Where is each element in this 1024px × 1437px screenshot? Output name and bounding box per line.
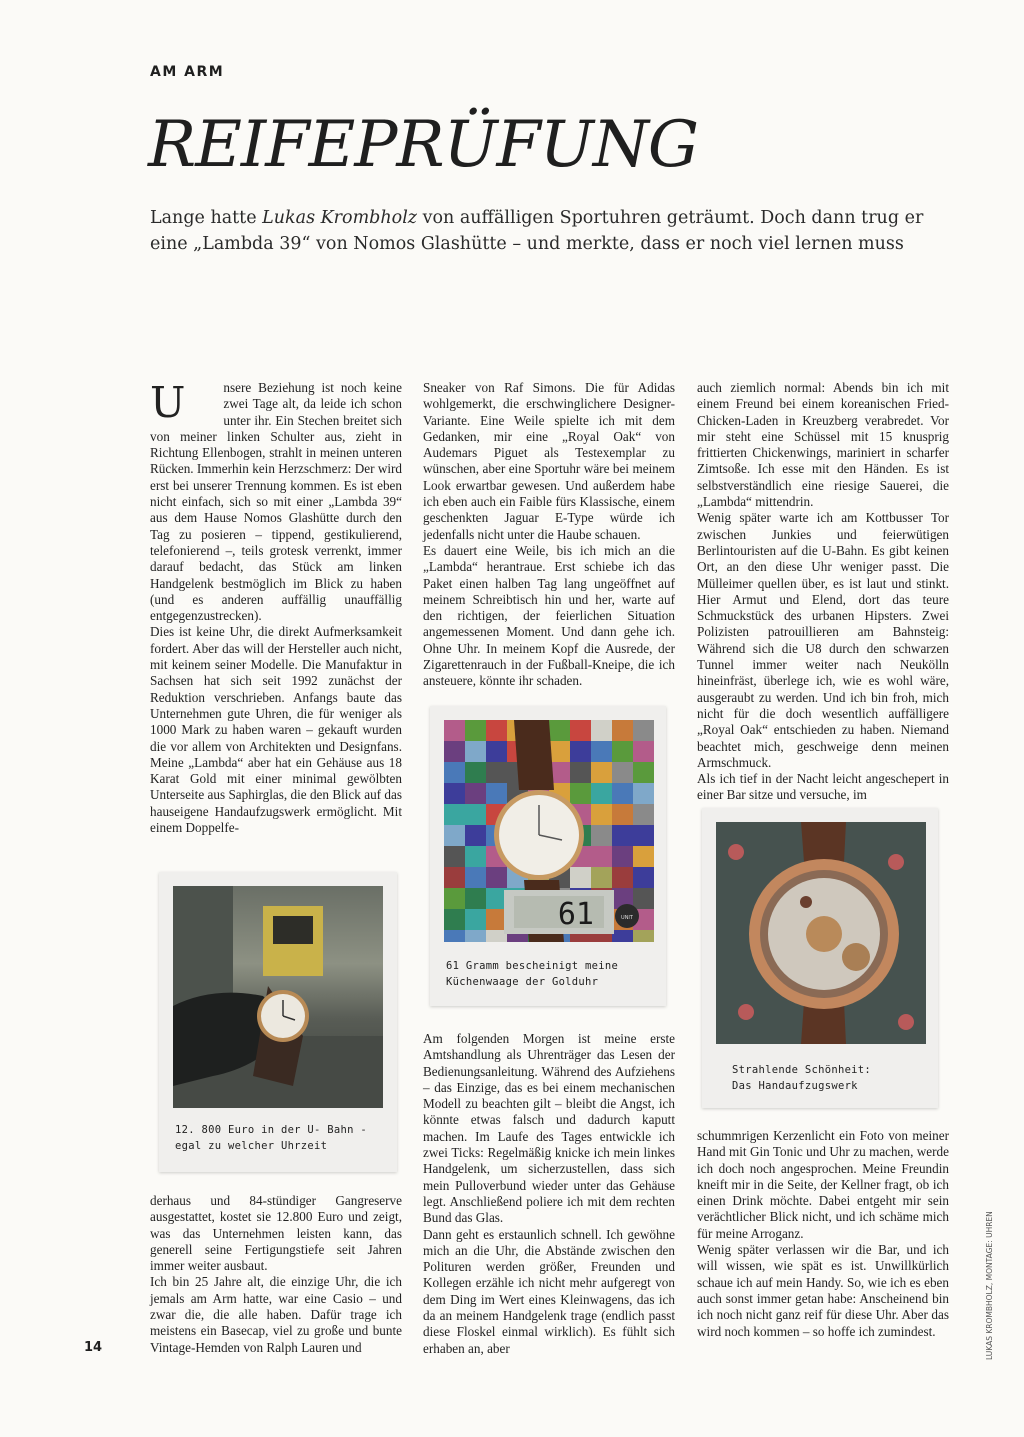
scale-unit-button-label: UNIT (621, 915, 633, 921)
column-3-top (697, 380, 949, 804)
page-title: REIFEPRÜFUNG (148, 108, 698, 182)
photo-movement-polaroid (702, 808, 938, 1108)
paragraph: derhaus und 84-stündiger Gangreserve ausgestattet, kostet sie 12.800 Euro und zeigt, was das Unternehmen leisten kann, das generell seine Fertigungstiefe seit Jahren immer weiter ausbaut. (150, 1193, 402, 1274)
paragraph: Dann geht es erstaunlich schnell. Ich gewöhne mich an die Uhr, die Abstände zwischen den Polituren werden größer, Freunden und Kollegen erzähle ich nicht mehr aufgeregt von dem Ding im Wert eines Kleinwagens, das ich da an meinem Handgelenk trage (endlich passt diese Floskel einmal wirklich). Es fühlt sich erhaben an, aber (423, 1226, 675, 1356)
paragraph: Dies ist keine Uhr, die direkt Aufmerksamkeit fordert. Aber das will der Hersteller auch nicht, mit keinem seiner Modelle. Die Manufaktur in Sachsen hat sich seit 1992 zunächst der Reduktion verschrieben. Anfangs baute das Unternehmen gute Uhren, die für weniger als 1000 Mark zu haben waren – gekauft wurden die vor allem von Architekten und Designfans. Meine „Lambda“ aber hat ein Gehäuse aus 18 Karat Gold mit einer minimal gewölbten Unterseite aus Saphirglas, die den Blick auf das hauseigene Handaufzugswerk ermöglicht. Mit einem Doppelfe- (150, 624, 402, 836)
scale-photo-drawing (444, 720, 654, 942)
lead-author-name: Lukas Krombholz (262, 208, 418, 228)
photo-subway (173, 886, 383, 1108)
movement-photo-drawing (716, 822, 926, 1044)
paragraph: nsere Beziehung ist noch keine zwei Tage alt, da leide ich schon unter ihr. Ein Stechen breitet sich von meiner linken Schulter aus, zieht in Richtung Ellenbogen, strahlt in meinen unteren Rücken. Immerhin kein Herzschmerz: Der wird erst bei unserer Trennung kommen. Es ist eben nicht einfach, sich so mit einer „Lambda 39“ aus dem Hause Nomos Glashütte durch den Tag zu posieren – tippend, gestikulierend, telefonierend –, teils grotesk verrenkt, immer darauf bedacht, das Stück am linken Handgelenk bestmöglich im Blick zu haben (und es anderen auffällig unauffällig entgegenzustrecken). (150, 380, 402, 624)
column-3-bottom (697, 1128, 949, 1340)
caption-scale (446, 958, 618, 990)
paragraph: Wenig später verlassen wir die Bar, und ich will wissen, wie spät es ist. Unwillkürlich schaue ich auf mein Handy. So, wie ich es eben auch sonst immer getan habe: Anscheinend bin ich noch nicht ganz reif für diese Uhr. Aber das wird noch kommen – so hoffe ich zumindest. (697, 1242, 949, 1339)
lead-paragraph (150, 205, 930, 257)
photo-credit: LUKAS KROMBHOLZ, MONTAGE: UHREN (985, 1211, 994, 1360)
caption-line: Strahlende Schönheit: (732, 1064, 872, 1076)
caption-subway (175, 1122, 367, 1154)
lead-text-1: Lange hatte (150, 208, 263, 228)
paragraph: Am folgenden Morgen ist meine erste Amtshandlung als Uhrenträger das Lesen der Bedienungsanleitung. Während des Aufziehens – das Einzige, das es bei einem mechanischen Modell zu beachten gilt – bleibt die Angst, ich könnte etwas falsch und dadurch kaputt machen. Im Laufe des Tages entwickle ich zwei Ticks: Regelmäßig knicke ich mein linkes Handgelenk, um sicherzustellen, dass sich mein Pulloverbund wieder unter das Gehäuse legt. Anschließend poliere ich mit dem rechten Bund das Glas. (423, 1031, 675, 1226)
caption-line: 12. 800 Euro in der U- Bahn - (175, 1124, 368, 1136)
photo-movement (716, 822, 926, 1044)
column-1-bottom (150, 1193, 402, 1356)
paragraph: Ich bin 25 Jahre alt, die einzige Uhr, die ich jemals am Arm hatte, war eine Casio – und zwar die, die alle haben. Dafür trage ich meistens ein Basecap, viel zu große und bunte Vintage-Hemden von Ralph Lauren und (150, 1274, 402, 1355)
paragraph: Als ich tief in der Nacht leicht angeschepert in einer Bar sitze und versuche, im (697, 771, 949, 803)
kicker: AM ARM (150, 64, 225, 80)
watch-overlay (444, 720, 654, 942)
photo-subway-polaroid (159, 872, 397, 1172)
scale-display: 61 (557, 897, 594, 932)
paragraph: schummrigen Kerzenlicht ein Foto von meiner Hand mit Gin Tonic und Uhr zu machen, werde ich doch noch angesprochen. Meine Freundin kneift mir in die Seite, der Kellner fragt, ob ich einen Drink möchte. Dabei entgeht mir sein verächtlicher Blick nicht, und ich schäme mich für meine Arroganz. (697, 1128, 949, 1241)
caption-movement (732, 1062, 871, 1094)
subway-photo-drawing (173, 886, 383, 1108)
caption-line: Das Handaufzugswerk (732, 1080, 858, 1092)
photo-scale-polaroid (430, 706, 666, 1006)
caption-line: egal zu welcher Uhrzeit (175, 1140, 328, 1152)
caption-line: 61 Gramm bescheinigt meine (446, 960, 619, 972)
caption-line: Küchenwaage der Golduhr (446, 976, 599, 988)
paragraph: auch ziemlich normal: Abends bin ich mit einem Freund bei einem koreanischen Fried-Chicken-Laden in Kreuzberg verabredet. Vor mir steht eine Schüssel mit 15 knusprig frittierten Chickenwings, mariniert in scharfer Zimtsoße. Ich esse mit den Händen. Es ist selbstverständlich eine riesige Sauerei, die „Lambda“ mittendrin. (697, 380, 949, 510)
paragraph: Wenig später warte ich am Kottbusser Tor zwischen Junkies und feierwütigen Berlintouristen auf die U-Bahn. Es gibt keinen Ort, an den diese Uhr weniger passt. Die Mülleimer quellen über, es ist laut und stinkt. Hier Armut und Elend, dort das teure Schmuckstück des urbanen Hipsters. Zwei Polizisten patrouillieren am Bahnsteig: Während sich die U8 durch den schwarzen Tunnel immer weiter nach Neukölln hineinfräst, überlege ich, wie es wohl wäre, ausgeraubt zu werden. Und ich bin froh, mich nicht für die doch wesentlich auffälligere „Royal Oak“ entschieden zu haben. Niemand beachtet mich, geschweige denn meinen Armschmuck. (697, 510, 949, 770)
page-number: 14 (84, 1340, 103, 1355)
paragraph: Es dauert eine Weile, bis ich mich an die „Lambda“ herantraue. Erst schiebe ich das Paket einen halben Tag lang ungeöffnet auf meinem Schreibtisch hin und her, warte auf den richtigen, der feierlichen Situation angemessenen Moment. Und dann gehe ich. Ohne Uhr. In meinem Kopf die Ausrede, der Zigarettenrauch in der Fußball-Kneipe, die ich ansteuere, könnte ihr schaden. (423, 542, 675, 689)
drop-cap: U (150, 378, 186, 427)
column-2-bottom (423, 1031, 675, 1357)
column-2-top (423, 380, 675, 690)
column-1-top (150, 380, 402, 836)
lead-text-2: von auffälligen Sportuhren geträumt. Doch dann trug er eine „Lambda 39“ von Nomos Glashütte – und merkte, dass er noch viel lernen muss (150, 208, 924, 254)
paragraph: Sneaker von Raf Simons. Die für Adidas wohlgemerkt, die erschwinglichere Designer-Variante. Eine Weile spielte ich mit dem Gedanken, mir eine „Royal Oak“ von Audemars Piguet als Testexemplar zu wünschen, aber eine Sportuhr wäre bei meinem Look erwartbar gewesen. Und außerdem habe ich eben auch ein Faible fürs Klassische, einem geschenkten Jaguar E-Type würde ich jedenfalls nicht unter die Haube schauen. (423, 380, 675, 542)
